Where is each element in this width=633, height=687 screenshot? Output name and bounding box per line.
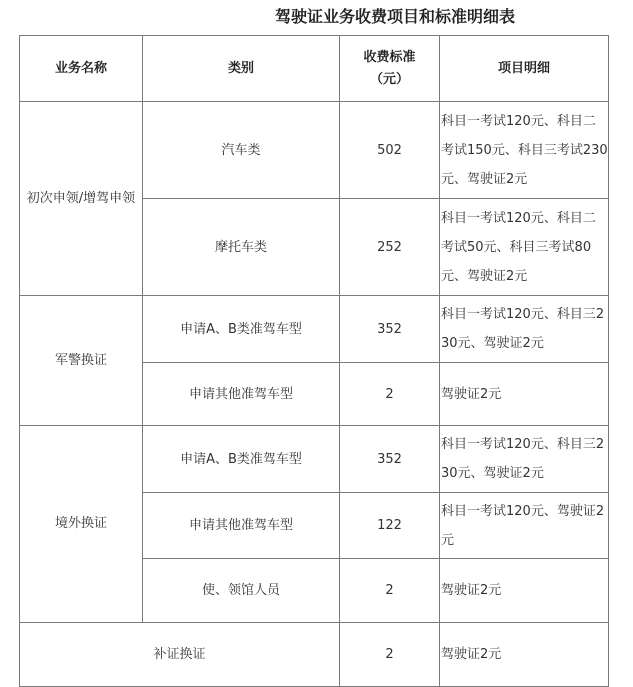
fee-cell: 252 [340, 199, 440, 296]
detail-cell: 科目一考试120元、科目三230元、驾驶证2元 [440, 296, 609, 363]
page-title: 驾驶证业务收费项目和标准明细表 [275, 7, 516, 26]
fee-cell: 2 [340, 559, 440, 623]
header-fee [340, 36, 440, 102]
fee-table [19, 35, 609, 687]
table-row [20, 623, 609, 687]
business-name-cell: 境外换证 [20, 426, 143, 623]
fee-cell: 2 [340, 623, 440, 687]
table-row [20, 296, 609, 363]
category-cell: 使、领馆人员 [143, 559, 340, 623]
category-cell: 摩托车类 [143, 199, 340, 296]
detail-cell: 驾驶证2元 [440, 559, 609, 623]
detail-cell: 驾驶证2元 [440, 623, 609, 687]
table-row [20, 426, 609, 493]
category-cell: 申请其他准驾车型 [143, 363, 340, 426]
header-business-name: 业务名称 [20, 36, 143, 102]
fee-cell: 122 [340, 493, 440, 559]
fee-cell: 2 [340, 363, 440, 426]
header-fee-unit: （元） [369, 71, 409, 87]
table-header-row [20, 36, 609, 102]
fee-cell: 502 [340, 102, 440, 199]
category-cell: 汽车类 [143, 102, 340, 199]
category-cell: 申请A、B类准驾车型 [143, 426, 340, 493]
business-name-cell: 补证换证 [20, 623, 340, 687]
fee-cell: 352 [340, 296, 440, 363]
detail-cell: 驾驶证2元 [440, 363, 609, 426]
category-cell: 申请A、B类准驾车型 [143, 296, 340, 363]
business-name-cell: 军警换证 [20, 296, 143, 426]
category-cell: 申请其他准驾车型 [143, 493, 340, 559]
table-row [20, 102, 609, 199]
header-category: 类别 [143, 36, 340, 102]
header-detail: 项目明细 [440, 36, 609, 102]
detail-cell: 科目一考试120元、科目二考试50元、科目三考试80元、驾驶证2元 [440, 199, 609, 296]
fee-cell: 352 [340, 426, 440, 493]
detail-cell: 科目一考试120元、驾驶证2元 [440, 493, 609, 559]
business-name-cell: 初次申领/增驾申领 [20, 102, 143, 296]
detail-cell: 科目一考试120元、科目二考试150元、科目三考试230元、驾驶证2元 [440, 102, 609, 199]
detail-cell: 科目一考试120元、科目三230元、驾驶证2元 [440, 426, 609, 493]
header-fee-label: 收费标准 [363, 49, 416, 65]
